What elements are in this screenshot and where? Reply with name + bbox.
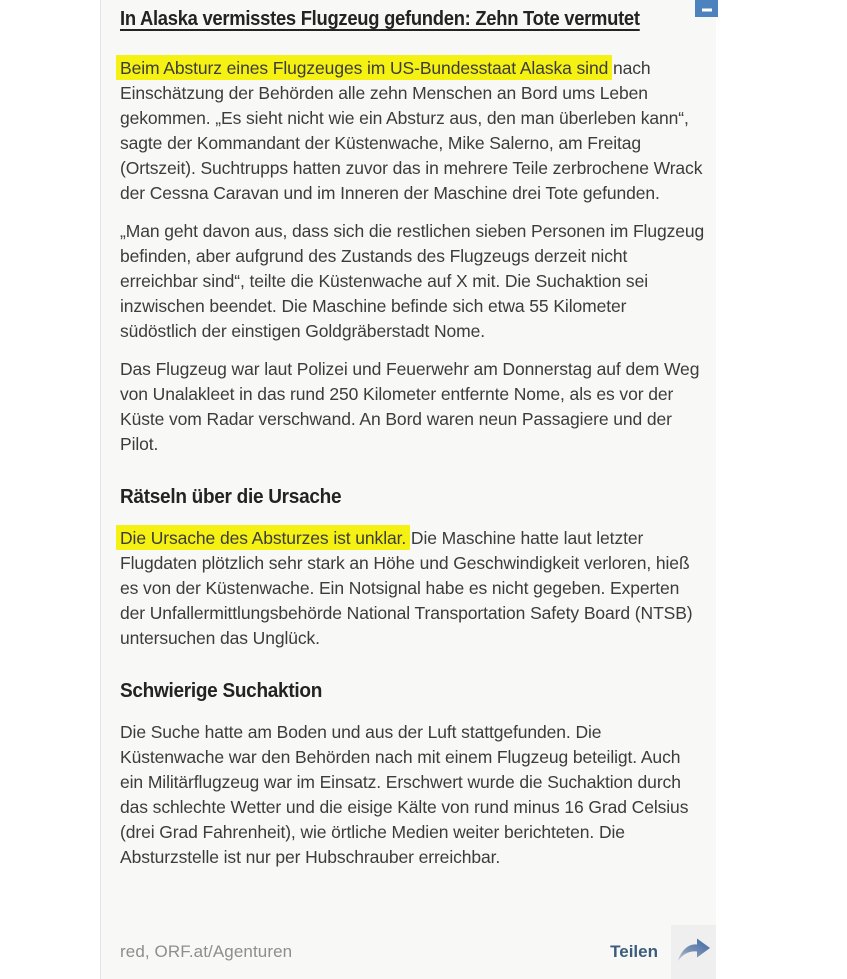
share-label: Teilen [610, 942, 658, 961]
paragraph-text: „Man geht davon aus, dass sich die restlichen sieben Personen im Flugzeug befinden, aber aufgrund des Zustands des Flugzeugs derzeit nicht erreichbar sind“, teilte die Küstenwache auf X mit. Die Suchaktion sei inzwischen beendet. Die Maschine befinde sich etwa 55 Kilometer südöstlich der einstigen Goldgräberstadt Nome. [120, 221, 705, 341]
paragraph-text: Die Maschine hatte laut letzter Flugdaten plötzlich sehr stark an Höhe und Geschwindigkeit verloren, hieß es von der Küstenwache. Ein Notsignal habe es nicht gegeben. Experten der Unfallermittlungsbehörde National Transportation Safety Board (NTSB) untersuchen das Unglück. [120, 528, 693, 648]
article-footer [120, 925, 716, 979]
share-icon-button[interactable] [671, 925, 716, 979]
article-body [120, 56, 705, 870]
share-arrow-icon [676, 936, 712, 963]
share-button[interactable] [610, 925, 716, 979]
minus-icon [702, 9, 712, 12]
paragraph-text: Die Suche hatte am Boden und aus der Luft stattgefunden. Die Küstenwache war den Behörden nach mit einem Flugzeug beteiligt. Auch ein Militärflugzeug war im Einsatz. Erschwert wurde die Suchaktion durch das schlechte Wetter und die eisige Kälte von rund minus 16 Grad Celsius (drei Grad Fahrenheit), wie örtliche Medien weiter berichteten. Die Absturzstelle ist nur per Hubschrauber erreichbar. [120, 722, 689, 867]
paragraph-text: Das Flugzeug war laut Polizei und Feuerwehr am Donnerstag auf dem Weg von Unalakleet in das rund 250 Kilometer entfernte Nome, als es vor der Küste vom Radar verschwand. An Bord waren neun Passagiere und der Pilot. [120, 359, 700, 454]
paragraph-text: nach Einschätzung der Behörden alle zehn Menschen an Bord ums Leben gekommen. „Es sieht nicht wie ein Absturz aus, den man überleben kann“, sagte der Kommandant der Küstenwache, Mike Salerno, am Freitag (Ortszeit). Suchtrupps hatten zuvor das in mehrere Teile zerbrochene Wrack der Cessna Caravan und im Inneren der Maschine drei Tote gefunden. [120, 58, 703, 203]
paragraph [120, 526, 705, 651]
highlighted-text: Die Ursache des Absturzes ist unklar. [116, 525, 410, 550]
article-title: In Alaska vermisstes Flugzeug gefunden: Zehn Tote vermutet [120, 8, 640, 30]
article-panel [100, 0, 716, 979]
highlighted-text: Beim Absturz eines Flugzeuges im US-Bundesstaat Alaska sind [116, 55, 612, 80]
paragraph [120, 720, 705, 870]
paragraph [120, 56, 705, 206]
collapse-button[interactable] [695, 0, 718, 17]
section-heading: Rätseln über die Ursache [120, 486, 342, 508]
section-heading: Schwierige Suchaktion [120, 680, 323, 702]
paragraph [120, 357, 705, 457]
paragraph [120, 219, 705, 344]
byline: red, ORF.at/Agenturen [120, 942, 293, 961]
